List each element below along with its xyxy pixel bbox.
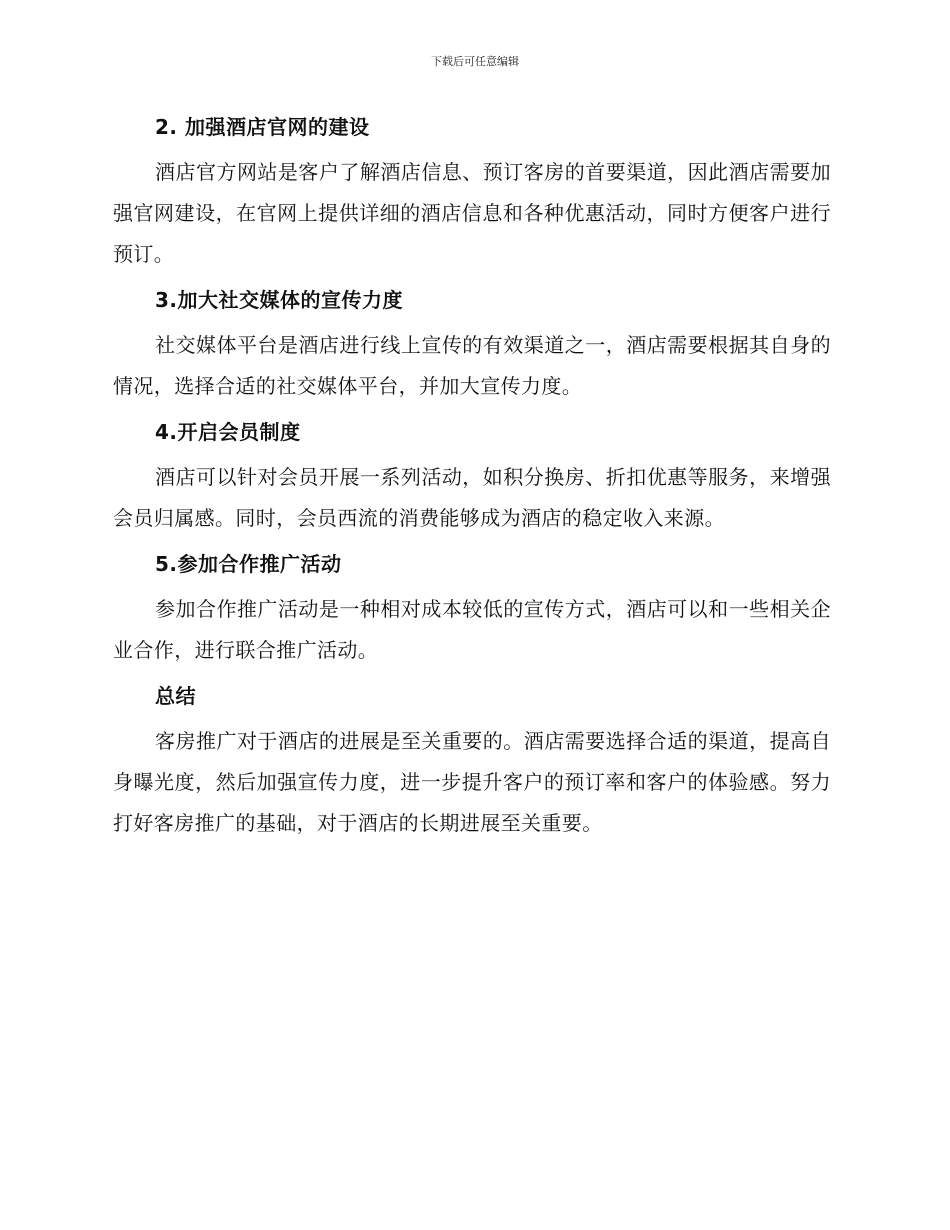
section-heading-summary: 总结 [155, 684, 196, 708]
section-paragraph-summary: 客房推广对于酒店的进展是至关重要的。酒店需要选择合适的渠道，提高自身曝光度，然后加强宣传力度，进一步提升客户的预订率和客户的体验感。努力打好客房推广的基础，对于酒店的长期进展至关重要。 [113, 729, 831, 835]
section-heading-cooperation: 5.参加合作推广活动 [155, 552, 342, 576]
section-paragraph-membership: 酒店可以针对会员开展一系列活动，如积分换房、折扣优惠等服务，来增强会员归属感。同时，会员西流的消费能够成为酒店的稳定收入来源。 [113, 465, 831, 530]
section-paragraph-social-media: 社交媒体平台是酒店进行线上宣传的有效渠道之一，酒店需要根据其自身的情况，选择合适的社交媒体平台，并加大宣传力度。 [113, 333, 831, 398]
section-heading-membership: 4.开启会员制度 [155, 420, 301, 444]
document-body [113, 110, 831, 852]
section-heading-hotel-website: 2. 加强酒店官网的建设 [155, 115, 370, 139]
section-heading-social-media: 3.加大社交媒体的宣传力度 [155, 288, 404, 312]
section-paragraph-hotel-website: 酒店官方网站是客户了解酒店信息、预订客房的首要渠道，因此酒店需要加强官网建设，在官网上提供详细的酒店信息和各种优惠活动，同时方便客户进行预订。 [113, 160, 831, 266]
section-paragraph-cooperation: 参加合作推广活动是一种相对成本较低的宣传方式，酒店可以和一些相关企业合作，进行联合推广活动。 [113, 597, 831, 662]
page-header: 下载后可任意编辑 [431, 55, 519, 68]
